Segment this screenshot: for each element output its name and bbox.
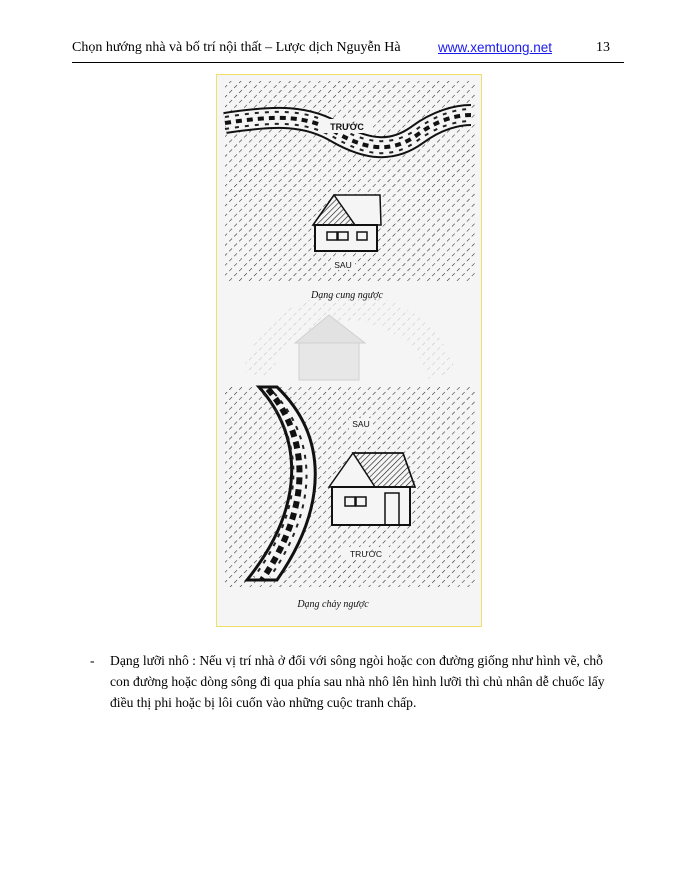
ghost-bleed-through xyxy=(257,308,442,381)
website-link[interactable]: www.xemtuong.net xyxy=(438,40,553,55)
bullet-paragraph xyxy=(90,650,610,713)
top-back-label: SAU xyxy=(334,260,352,270)
bottom-caption: Dạng chảy ngược xyxy=(297,599,369,610)
page-number: 13 xyxy=(596,40,610,55)
header-title: Chọn hướng nhà và bố trí nội thất – Lược dịch Nguyễn Hà xyxy=(72,40,401,55)
page-header xyxy=(72,40,624,63)
bullet-dash: - xyxy=(90,653,95,668)
bullet-text: Dạng lưỡi nhô : Nếu vị trí nhà ở đối với sông ngòi hoặc con đường giống như hình vẽ, chỗ con đường hoặc dòng sông đi qua phía sau nhà nhô lên hình lưỡi thì chủ nhân dễ chuốc lấy điều thị phi hoặc bị lôi cuốn vào những cuộc tranh chấp. xyxy=(110,653,605,710)
bottom-front-label: TRƯỚC xyxy=(349,549,383,559)
top-front-label: TRƯỚC xyxy=(330,122,364,132)
bottom-back-label: SAU xyxy=(352,419,370,429)
top-caption: Dạng cung ngược xyxy=(311,290,383,301)
feng-shui-illustration xyxy=(216,74,482,627)
